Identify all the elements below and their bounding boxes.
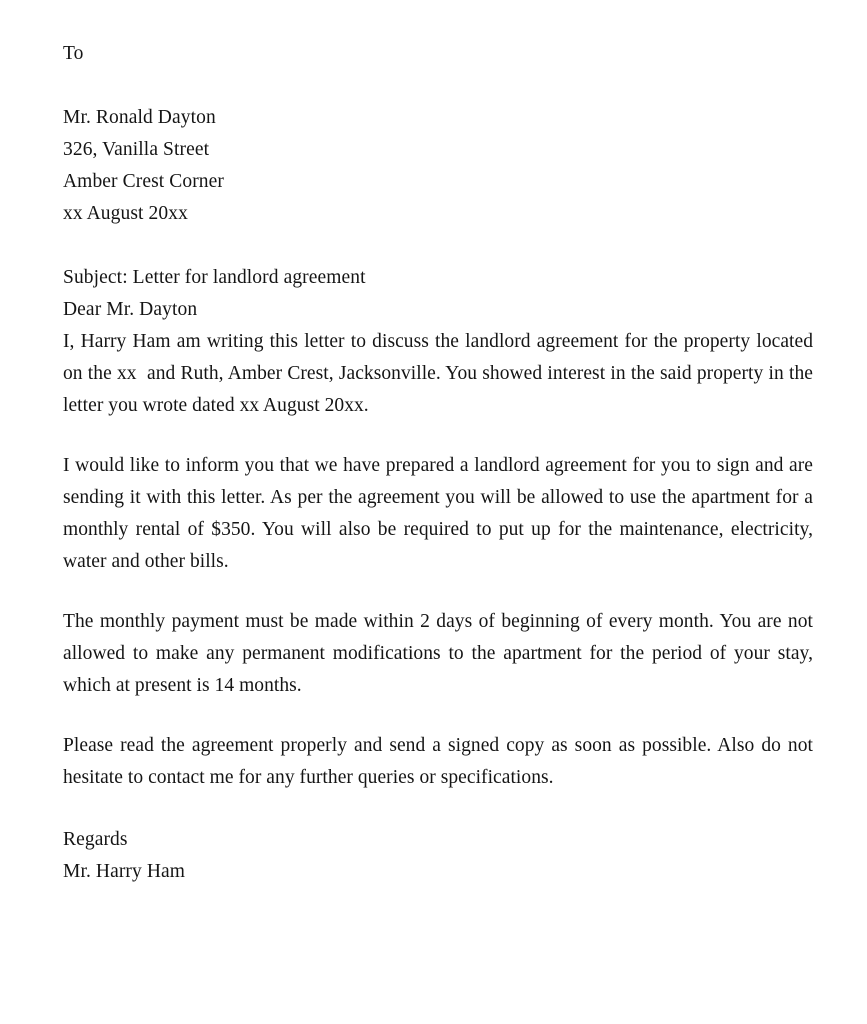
valediction: Regards [63,829,128,850]
subject-and-salutation [63,262,813,326]
spacer-heading-to-address [63,70,813,102]
closing-block [63,824,813,888]
recipient-address-block [63,102,813,230]
paragraph-payment-terms: The monthly payment must be made within 2 days of beginning of every month. You are not allowed to make any permanent modifications to the apartment for the period of your stay, which at present is 14 months. [63,611,818,696]
paragraph-closing-request: Please read the agreement properly and send a signed copy as soon as possible. Also do not hesitate to contact me for any further queries or specifications. [63,735,818,788]
subject-line: Subject: Letter for landlord agreement [63,267,366,288]
spacer-para-to-closing [63,794,813,824]
recipient-heading: To [63,43,84,64]
letter-date: xx August 20xx [63,203,188,224]
recipient-locality: Amber Crest Corner [63,171,225,192]
spacer-para-2-3 [63,578,813,606]
recipient-street: 326, Vanilla Street [63,139,210,160]
salutation: Dear Mr. Dayton [63,299,198,320]
spacer-address-to-subject [63,230,813,262]
paragraph-intro: I, Harry Ham am writing this letter to discuss the landlord agreement for the property located on the xx and Ruth, Amber Crest, Jacksonville. You showed interest in the said property in the letter you wrote dated xx August 20xx. [63,331,818,416]
paragraph-agreement-terms: I would like to inform you that we have prepared a landlord agreement for you to sign and are sending it with this letter. As per the agreement you will be allowed to use the apartment for a monthly rental of $350. You will also be required to put up for the maintenance, electricity, water and other bills. [63,455,818,572]
spacer-para-3-4 [63,702,813,730]
spacer-para-1-2 [63,422,813,450]
letter-body [63,38,818,888]
recipient-name: Mr. Ronald Dayton [63,107,216,128]
sender-name: Mr. Harry Ham [63,861,186,882]
